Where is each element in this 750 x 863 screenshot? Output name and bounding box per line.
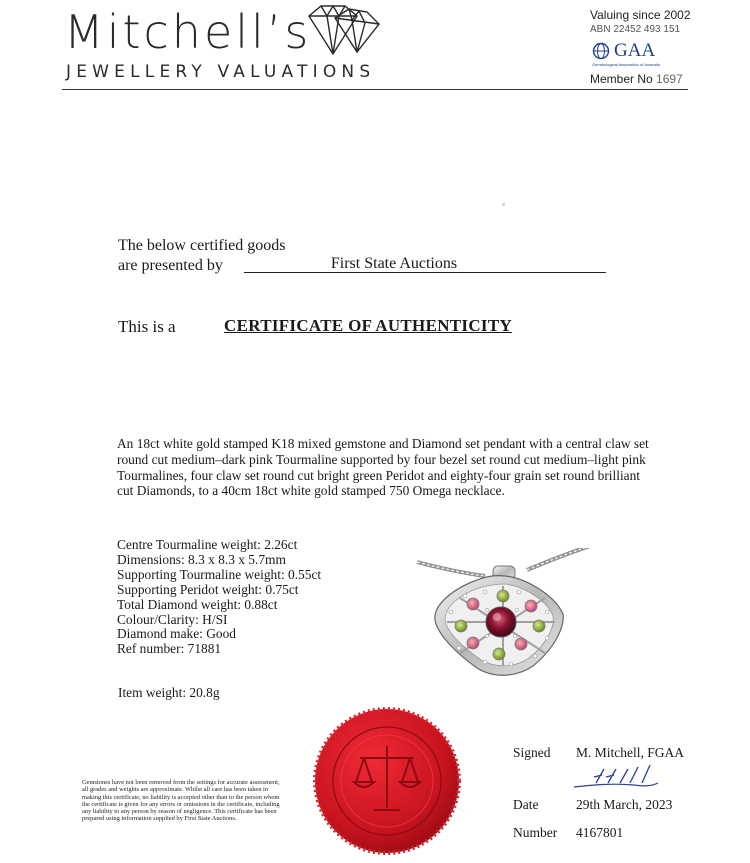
signed-label: Signed <box>513 745 551 760</box>
gaa-subtext: Gemmological Association of Australia <box>592 62 660 67</box>
specifications-list <box>117 538 321 657</box>
spec-item: Dimensions: 8.3 x 8.3 x 5.7mm <box>117 551 286 567</box>
spec-item: Supporting Tourmaline weight: 0.55ct <box>117 566 322 582</box>
certificate-title: CERTIFICATE OF AUTHENTICITY <box>224 316 513 335</box>
number-label: Number <box>513 825 558 840</box>
spec-item: Ref number: 71881 <box>117 641 222 657</box>
handwritten-signature <box>572 763 662 791</box>
signed-name: M. Mitchell, FGAA <box>576 745 684 760</box>
brand-name: Mitchell’s <box>64 5 312 59</box>
spec-item: Total Diamond weight: 0.88ct <box>117 596 278 612</box>
date-value: 29th March, 2023 <box>576 797 673 812</box>
spec-item: Colour/Clarity: H/SI <box>117 611 228 627</box>
spec-item: Diamond make: Good <box>117 626 237 642</box>
paper-speck <box>502 203 505 206</box>
spec-item: Supporting Peridot weight: 0.75ct <box>117 581 299 597</box>
brand-tagline: JEWELLERY VALUATIONS <box>66 62 376 82</box>
presented-line-1: The below certified goods <box>118 237 286 254</box>
member-number <box>590 72 683 86</box>
member-number-value: 1697 <box>656 72 683 86</box>
spec-item: Centre Tourmaline weight: 2.26ct <box>117 537 298 552</box>
valuing-since-text: Valuing since 2002 <box>590 8 691 22</box>
member-label: Member No <box>590 72 653 86</box>
gaa-globe-icon <box>592 42 610 60</box>
item-description: An 18ct white gold stamped K18 mixed gemstone and Diamond set pendant with a central claw set round cut medium–dark pink Tourmaline supported by four bezel set round cut medium–light pink Tourmalines, four claw set round cut bright green Peridot and eighty-four grain set round brilliant cut Diamonds, to a 40cm 18ct white gold stamped 750 Omega necklace. <box>117 436 649 499</box>
header-divider <box>62 89 688 90</box>
pendant-photo <box>415 548 590 684</box>
diamond-logo-icon <box>305 4 383 60</box>
presenter-underline <box>244 272 606 273</box>
number-value: 4167801 <box>576 825 624 840</box>
item-weight: Item weight: 20.8g <box>118 685 220 700</box>
certificate-intro: This is a <box>118 317 176 336</box>
gaa-logo-text: GAA <box>614 40 656 61</box>
presented-line-2: are presented by <box>118 257 223 274</box>
presenter-name: First State Auctions <box>330 255 458 272</box>
wax-seal <box>312 706 462 856</box>
date-label: Date <box>513 797 539 812</box>
abn-text: ABN 22452 493 151 <box>590 24 681 35</box>
disclaimer-text: Gemstones have not been removed from the settings for accurate assessment, all grades and weights are approximate. Whilst all care has been taken in making this certificate, no liability is accepted other than to the person whom the certificate is given for any errors or omissions in the certificate, including any liability to any person by reason of negligence. This certificate has been prepared using information supplied by First State Auctions. <box>82 779 280 823</box>
